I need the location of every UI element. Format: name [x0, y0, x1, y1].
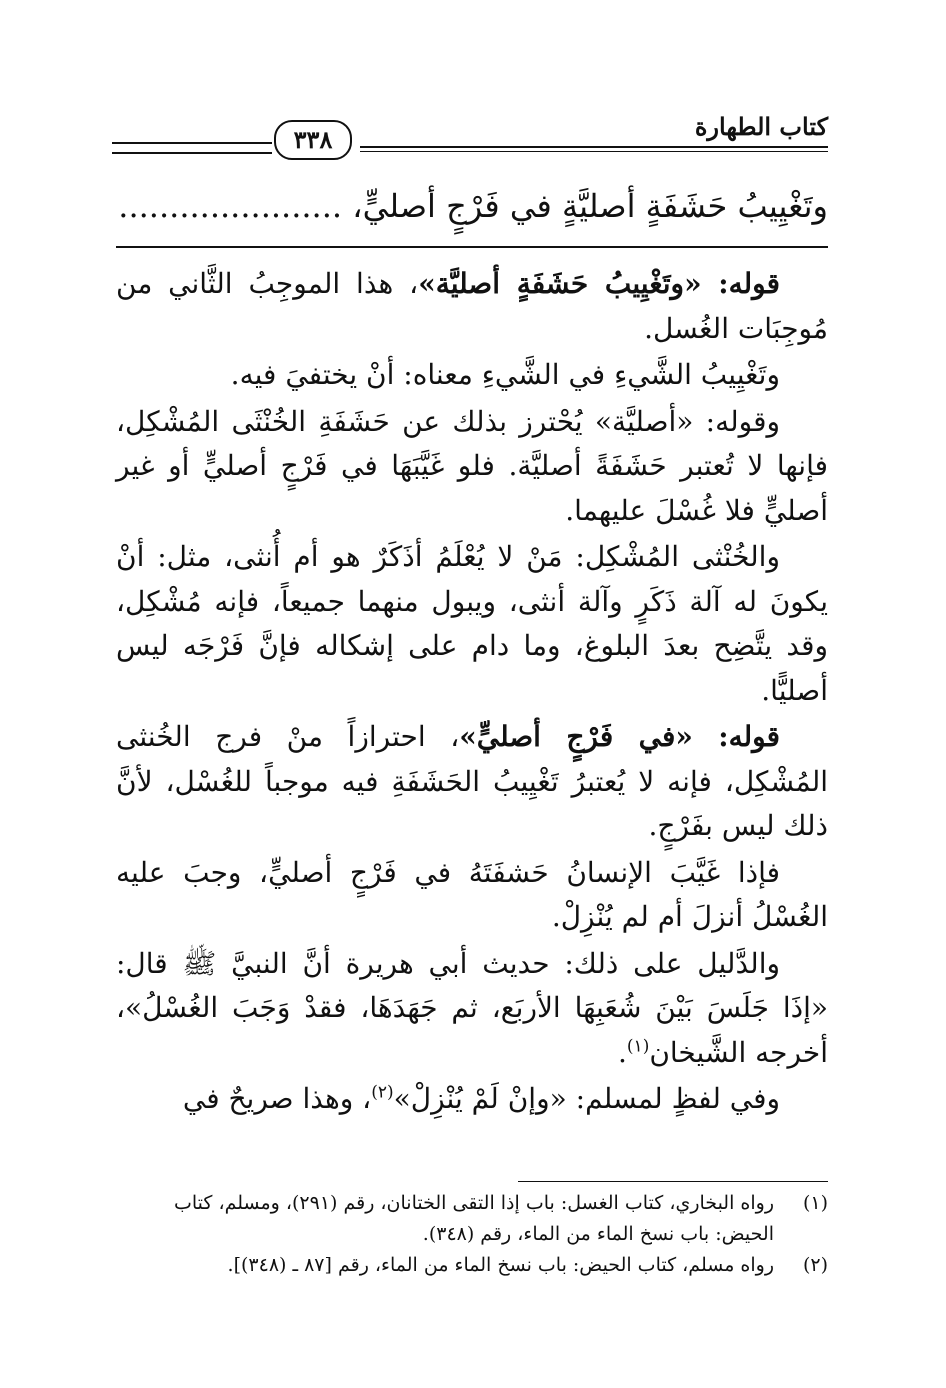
header-rule-double: [112, 142, 272, 154]
footnote: [116, 1188, 828, 1250]
running-header: [112, 112, 828, 162]
header-rule: [360, 146, 828, 152]
quoted-lemma: قوله: «في فَرْجٍ أصليٍّ»: [459, 720, 781, 753]
footnote-number: (١): [802, 1192, 828, 1214]
paragraph-text: ، هذا الموجِبُ الثَّاني من مُوجِبَات الغُسل.: [116, 267, 828, 345]
footnote-number: (٢): [802, 1254, 828, 1276]
footnote-reference: (١): [626, 1036, 650, 1057]
paragraph: [116, 942, 828, 1076]
footnotes: [116, 1188, 828, 1281]
chapter-title: كتاب الطهارة: [694, 112, 828, 141]
matn-text: وتَغْيِيبُ حَشَفَةٍ أصليَّةٍ في فَرْجٍ أصليٍّ، ......................: [118, 187, 828, 225]
paragraph: [116, 715, 828, 849]
footnote-text: رواه البخاري، كتاب الغسل: باب إذا التقى الختانان، رقم (٢٩١)، ومسلم، كتاب الحيض: باب نسخ الماء من الماء، رقم (٣٤٨).: [173, 1192, 774, 1245]
paragraph-end: .: [618, 1035, 627, 1069]
paragraph: [116, 262, 828, 351]
footnote-text: رواه مسلم، كتاب الحيض: باب نسخ الماء من الماء، رقم [٨٧ ـ (٣٤٨)].: [227, 1254, 774, 1276]
paragraph: وتَغْيِيبُ الشَّيءِ في الشَّيءِ معناه: أنْ يختفيَ فيه.: [230, 358, 780, 391]
footnote-divider: [518, 1181, 828, 1182]
paragraph-text: ، احترازاً منْ فرج الخُنثى المُشْكِل، فإنه لا يُعتبرُ تَغْيِيبُ الحَشَفَةِ فيه موجباً للغُسْل، لأنَّ ذلك ليس بفَرْجٍ.: [116, 720, 828, 842]
paragraph: والخُنْثى المُشْكِل: مَنْ لا يُعْلَمُ أذَكَرٌ هو أم أُنثى، مثل: أنْ يكونَ له آلة ذَكَرٍ وآلة أنثى، ويبول منهما جميعاً، فإنه مُشْكِل، وقد يتَّضِح بعدَ البلوغ، وما دام على إشكاله فإنَّ فَرْجَه ليس أصليًّا.: [116, 540, 828, 707]
footnote-reference: (٢): [371, 1082, 394, 1103]
paragraph-text: والدَّليل على ذلك: حديث أبي هريرة أنَّ النبيَّ ﷺ قال: «إذَا جَلَسَ بَيْنَ شُعَبِهَا الأربَع، ثم جَهَدَهَا، فقدْ وَجَبَ الغُسْلُ»، أخرجه الشَّيخان: [116, 946, 828, 1069]
paragraph: [116, 1077, 828, 1122]
footnote: [116, 1250, 828, 1281]
paragraph: وقوله: «أصليَّة» يُحْترز بذلك عن حَشَفَةِ الخُنْثَى المُشْكِل، فإنها لا تُعتبر حَشَفَةً أصليَّة. فلو غَيَّبَهَا في فَرْجٍ أصليٍّ أو غير أصليٍّ فلا غُسْلَ عليهما.: [116, 404, 828, 527]
matn-divider: [116, 246, 828, 248]
page-number: ٣٣٨: [274, 120, 352, 160]
paragraph-end: ، وهذا صريحٌ في: [182, 1082, 372, 1115]
quoted-lemma: قوله: «وتَغْيِيبُ حَشَفَةٍ أصليَّة»: [418, 267, 780, 300]
paragraph-text: وفي لفظٍ لمسلم: «وإنْ لَمْ يُنْزِلْ»: [393, 1082, 780, 1115]
commentary-body: [116, 262, 828, 1124]
paragraph: فإذا غَيَّبَ الإنسانُ حَشفَتَهُ في فَرْجٍ أصليٍّ، وجبَ عليه الغُسْلُ أنزلَ أم لم يُنْزِلْ.: [116, 855, 828, 933]
